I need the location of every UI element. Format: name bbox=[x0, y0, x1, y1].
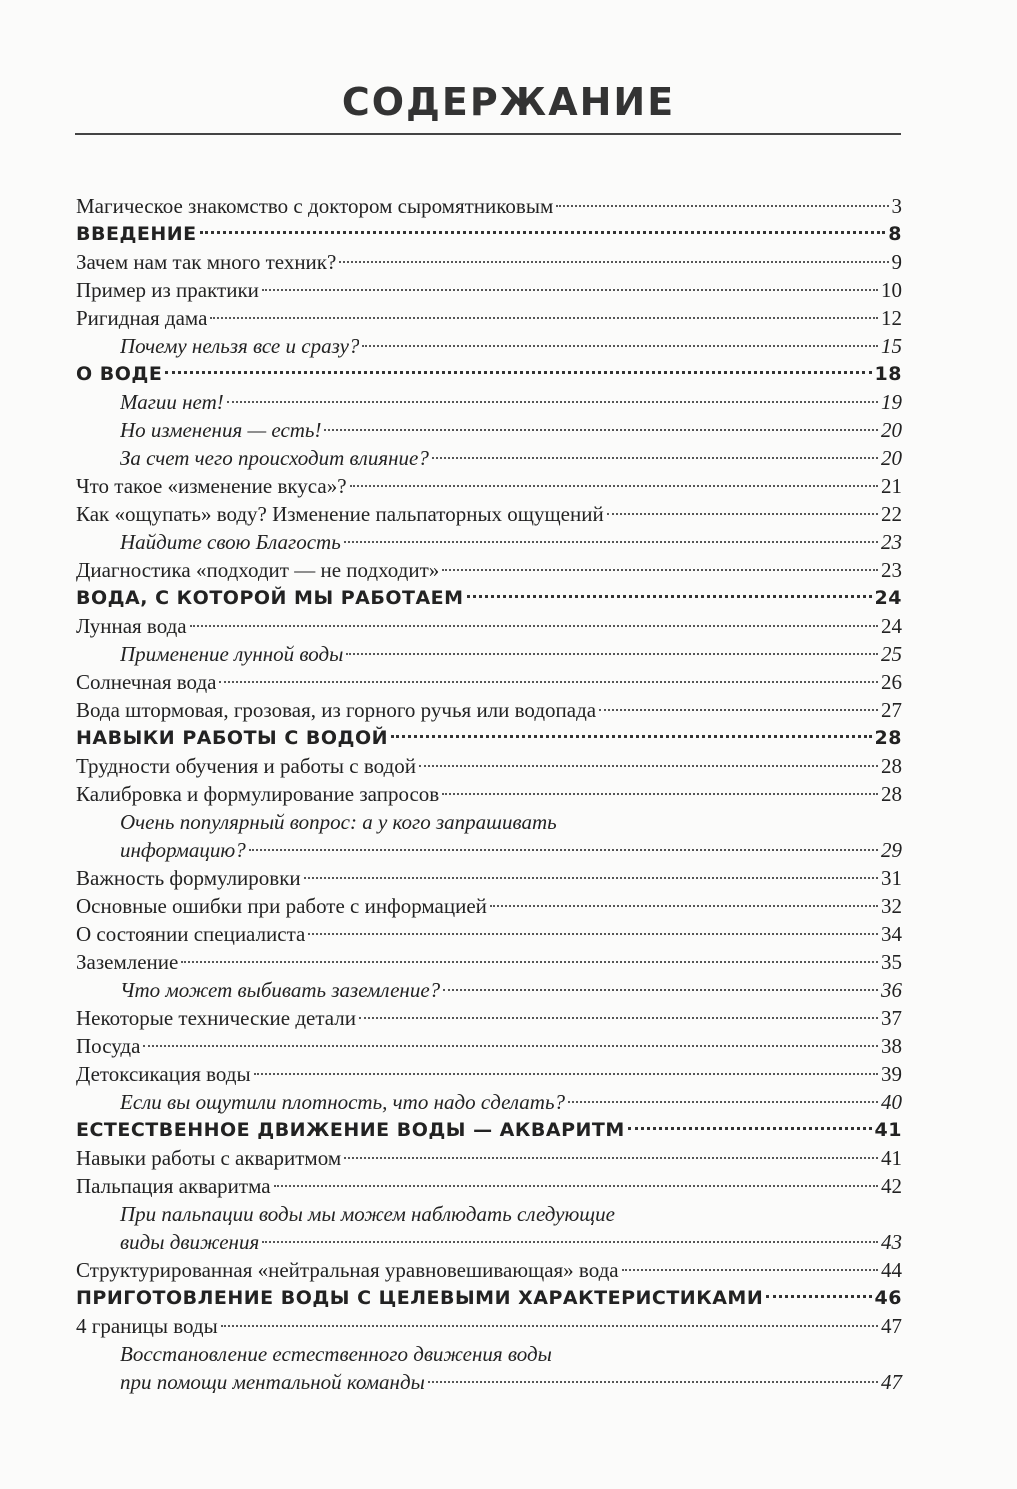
toc-entry-label: информацию? bbox=[120, 838, 246, 862]
toc-entry-page-number: 47 bbox=[881, 1370, 902, 1394]
toc-entry-page-number: 24 bbox=[881, 614, 902, 638]
toc-section-heading[interactable] bbox=[76, 584, 902, 612]
toc-entry-label: Применение лунной воды bbox=[120, 642, 344, 666]
toc-entry[interactable] bbox=[76, 192, 902, 220]
toc-entry-page-number: 9 bbox=[891, 250, 902, 274]
toc-entry-label: ПРИГОТОВЛЕНИЕ ВОДЫ С ЦЕЛЕВЫМИ ХАРАКТЕРИСТИКАМИ bbox=[76, 1287, 764, 1309]
toc-entry-page-number: 41 bbox=[881, 1146, 902, 1170]
toc-entry-page-number: 37 bbox=[881, 1006, 902, 1030]
toc-entry-page-number: 28 bbox=[874, 727, 902, 749]
toc-entry-multiline[interactable] bbox=[76, 1340, 902, 1396]
toc-entry[interactable] bbox=[76, 1088, 902, 1116]
toc-entry-label: Структурированная «нейтральная уравновешивающая» вода bbox=[76, 1258, 619, 1282]
toc-entry-page-number: 20 bbox=[881, 418, 902, 442]
dot-leader bbox=[308, 933, 878, 935]
toc-entry-label-line1: При пальпации воды мы можем наблюдать следующие bbox=[120, 1202, 615, 1226]
dot-leader bbox=[628, 1127, 872, 1130]
toc-entry-label: Но изменения — есть! bbox=[120, 418, 322, 442]
toc-entry-label: Лунная вода bbox=[76, 614, 187, 638]
toc-entry[interactable] bbox=[76, 1004, 902, 1032]
toc-entry-multiline[interactable] bbox=[76, 1200, 902, 1256]
dot-leader bbox=[599, 709, 878, 711]
toc-entry-page-number: 28 bbox=[881, 754, 902, 778]
toc-entry-page-number: 24 bbox=[874, 587, 902, 609]
toc-entry-page-number: 27 bbox=[881, 698, 902, 722]
toc-entry-page-number: 38 bbox=[881, 1034, 902, 1058]
toc-entry[interactable] bbox=[76, 1172, 902, 1200]
toc-entry-label: Солнечная вода bbox=[76, 670, 217, 694]
toc-entry-label: 4 границы воды bbox=[76, 1314, 218, 1338]
toc-entry-label: Важность формулировки bbox=[76, 866, 301, 890]
toc-entry-page-number: 41 bbox=[874, 1119, 902, 1141]
toc-entry[interactable] bbox=[76, 640, 902, 668]
dot-leader bbox=[362, 345, 878, 347]
page-title: СОДЕРЖАНИЕ bbox=[341, 80, 676, 124]
toc-entry-label: О ВОДЕ bbox=[76, 363, 163, 385]
dot-leader bbox=[262, 289, 878, 291]
toc-entry-page-number: 25 bbox=[881, 642, 902, 666]
dot-leader bbox=[344, 541, 878, 543]
toc-entry-page-number: 21 bbox=[881, 474, 902, 498]
toc-section-heading[interactable] bbox=[76, 724, 902, 752]
toc-entry[interactable] bbox=[76, 1144, 902, 1172]
dot-leader bbox=[622, 1269, 878, 1271]
toc-entry-page-number: 47 bbox=[881, 1314, 902, 1338]
toc-entry[interactable] bbox=[76, 528, 902, 556]
dot-leader bbox=[227, 401, 878, 403]
toc-entry-page-number: 22 bbox=[881, 502, 902, 526]
toc-entry[interactable] bbox=[76, 416, 902, 444]
toc-entry-label: Диагностика «подходит — не подходит» bbox=[76, 558, 440, 582]
toc-entry-label: Посуда bbox=[76, 1034, 141, 1058]
toc-entry-label: ВВЕДЕНИЕ bbox=[76, 223, 197, 245]
dot-leader bbox=[274, 1185, 878, 1187]
toc-entry-label: Если вы ощутили плотность, что надо сделать? bbox=[120, 1090, 566, 1114]
toc-entry-label: Детоксикация воды bbox=[76, 1062, 251, 1086]
toc-entry-page-number: 32 bbox=[881, 894, 902, 918]
dot-leader bbox=[419, 765, 878, 767]
dot-leader bbox=[442, 569, 878, 571]
dot-leader bbox=[467, 595, 872, 598]
dot-leader bbox=[304, 877, 878, 879]
toc-entry[interactable] bbox=[76, 612, 902, 640]
toc-entry[interactable] bbox=[76, 1032, 902, 1060]
toc-entry-label: За счет чего происходит влияние? bbox=[120, 446, 429, 470]
toc-entry[interactable] bbox=[76, 752, 902, 780]
toc-entry-page-number: 23 bbox=[881, 558, 902, 582]
toc-entry[interactable] bbox=[76, 472, 902, 500]
toc-entry-label: Заземление bbox=[76, 950, 179, 974]
toc-entry-page-number: 29 bbox=[881, 838, 902, 862]
toc-entry-label: Магическое знакомство с доктором сыромятниковым bbox=[76, 194, 554, 218]
toc-entry[interactable] bbox=[76, 780, 902, 808]
dot-leader bbox=[428, 1381, 878, 1383]
toc-entry-label: Трудности обучения и работы с водой bbox=[76, 754, 416, 778]
toc-entry-page-number: 15 bbox=[881, 334, 902, 358]
toc-entry[interactable] bbox=[76, 948, 902, 976]
dot-leader bbox=[165, 371, 871, 374]
dot-leader bbox=[490, 905, 878, 907]
toc-entry[interactable] bbox=[76, 500, 902, 528]
toc-entry[interactable] bbox=[76, 1256, 902, 1284]
toc-section-heading[interactable] bbox=[76, 220, 902, 248]
toc-entry-page-number: 23 bbox=[881, 530, 902, 554]
dot-leader bbox=[324, 429, 878, 431]
dot-leader bbox=[359, 1017, 878, 1019]
toc-entry[interactable] bbox=[76, 304, 902, 332]
toc-entry[interactable] bbox=[76, 696, 902, 724]
dot-leader bbox=[607, 513, 878, 515]
toc-entry-label: НАВЫКИ РАБОТЫ С ВОДОЙ bbox=[76, 727, 389, 749]
dot-leader bbox=[766, 1295, 871, 1298]
dot-leader bbox=[350, 485, 878, 487]
toc-entry-label: Почему нельзя все и сразу? bbox=[120, 334, 360, 358]
toc-entry[interactable] bbox=[76, 248, 902, 276]
dot-leader bbox=[432, 457, 878, 459]
toc-entry-label: Пальпация акваритма bbox=[76, 1174, 271, 1198]
toc-entry-page-number: 36 bbox=[881, 978, 902, 1002]
toc-entry[interactable] bbox=[76, 892, 902, 920]
toc-entry-page-number: 26 bbox=[881, 670, 902, 694]
toc-entry-label: Ригидная дама bbox=[76, 306, 208, 330]
toc-entry-label: Вода штормовая, грозовая, из горного ручья или водопада bbox=[76, 698, 597, 722]
toc-entry-label: Что такое «изменение вкуса»? bbox=[76, 474, 347, 498]
toc-entry-label: Как «ощупать» воду? Изменение пальпаторных ощущений bbox=[76, 502, 604, 526]
toc-entry-label: Некоторые технические детали bbox=[76, 1006, 357, 1030]
toc-section-heading[interactable] bbox=[76, 1284, 902, 1312]
dot-leader bbox=[143, 1045, 878, 1047]
dot-leader bbox=[249, 849, 878, 851]
toc-entry-label: Найдите свою Благость bbox=[120, 530, 341, 554]
toc-entry-label: ВОДА, С КОТОРОЙ МЫ РАБОТАЕМ bbox=[76, 587, 464, 609]
toc-entry-label-line1: Очень популярный вопрос: а у кого запрашивать bbox=[120, 810, 557, 834]
dot-leader bbox=[221, 1325, 878, 1327]
toc-entry-label: Зачем нам так много техник? bbox=[76, 250, 337, 274]
toc-entry-label: О состоянии специалиста bbox=[76, 922, 306, 946]
toc-section-heading[interactable] bbox=[76, 360, 902, 388]
toc-entry[interactable] bbox=[76, 444, 902, 472]
toc-entry-page-number: 8 bbox=[888, 223, 902, 245]
dot-leader bbox=[181, 961, 878, 963]
toc-entry-page-number: 10 bbox=[881, 278, 902, 302]
toc-entry-page-number: 46 bbox=[874, 1287, 902, 1309]
toc-entry[interactable] bbox=[76, 864, 902, 892]
dot-leader bbox=[344, 1157, 878, 1159]
dot-leader bbox=[568, 1101, 878, 1103]
toc-entry-label: Навыки работы с акваритмом bbox=[76, 1146, 342, 1170]
toc-entry-page-number: 40 bbox=[881, 1090, 902, 1114]
toc-entry[interactable] bbox=[76, 1060, 902, 1088]
dot-leader bbox=[391, 735, 872, 738]
dot-leader bbox=[190, 625, 878, 627]
title-divider bbox=[75, 133, 901, 135]
table-of-contents bbox=[76, 192, 902, 1396]
toc-entry[interactable] bbox=[76, 556, 902, 584]
dot-leader bbox=[219, 681, 878, 683]
toc-section-heading[interactable] bbox=[76, 1116, 902, 1144]
dot-leader bbox=[210, 317, 878, 319]
toc-entry[interactable] bbox=[76, 276, 902, 304]
toc-entry-page-number: 28 bbox=[881, 782, 902, 806]
toc-entry-page-number: 43 bbox=[881, 1230, 902, 1254]
toc-entry-label: Магии нет! bbox=[120, 390, 224, 414]
toc-entry[interactable] bbox=[76, 976, 902, 1004]
toc-entry-page-number: 34 bbox=[881, 922, 902, 946]
toc-entry[interactable] bbox=[76, 1312, 902, 1340]
dot-leader bbox=[339, 261, 888, 263]
toc-entry-page-number: 39 bbox=[881, 1062, 902, 1086]
dot-leader bbox=[442, 793, 878, 795]
dot-leader bbox=[346, 653, 878, 655]
toc-entry-label: при помощи ментальной команды bbox=[120, 1370, 425, 1394]
toc-entry-page-number: 31 bbox=[881, 866, 902, 890]
toc-entry-label: ЕСТЕСТВЕННОЕ ДВИЖЕНИЕ ВОДЫ — АКВАРИТМ bbox=[76, 1119, 625, 1141]
dot-leader bbox=[262, 1241, 878, 1243]
toc-entry[interactable] bbox=[76, 388, 902, 416]
toc-entry-label: Основные ошибки при работе с информацией bbox=[76, 894, 487, 918]
toc-entry[interactable] bbox=[76, 332, 902, 360]
toc-entry-label: Пример из практики bbox=[76, 278, 259, 302]
toc-entry-label: Калибровка и формулирование запросов bbox=[76, 782, 440, 806]
toc-entry-label-line1: Восстановление естественного движения воды bbox=[120, 1342, 552, 1366]
toc-entry-page-number: 20 bbox=[881, 446, 902, 470]
toc-entry-label: Что может выбивать заземление? bbox=[120, 978, 441, 1002]
toc-entry[interactable] bbox=[76, 920, 902, 948]
dot-leader bbox=[556, 205, 888, 207]
dot-leader bbox=[443, 989, 878, 991]
toc-entry-page-number: 44 bbox=[881, 1258, 902, 1282]
toc-entry-page-number: 19 bbox=[881, 390, 902, 414]
toc-entry-page-number: 12 bbox=[881, 306, 902, 330]
toc-entry-multiline[interactable] bbox=[76, 808, 902, 864]
toc-entry[interactable] bbox=[76, 668, 902, 696]
toc-entry-page-number: 18 bbox=[874, 363, 902, 385]
dot-leader bbox=[200, 231, 886, 234]
toc-entry-page-number: 3 bbox=[891, 194, 902, 218]
toc-entry-page-number: 35 bbox=[881, 950, 902, 974]
toc-entry-page-number: 42 bbox=[881, 1174, 902, 1198]
dot-leader bbox=[254, 1073, 878, 1075]
toc-entry-label: виды движения bbox=[120, 1230, 260, 1254]
